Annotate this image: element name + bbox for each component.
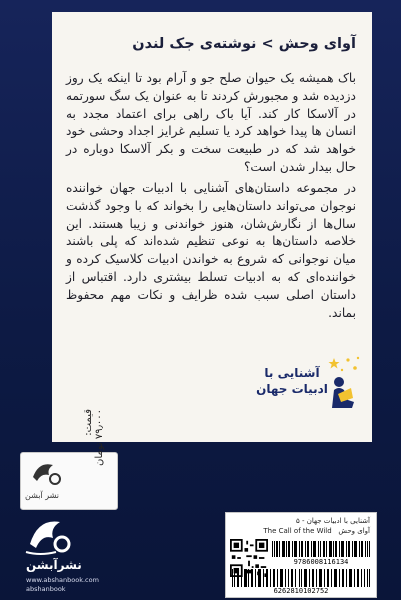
- series-logo-line2: ادبیات جهان: [256, 382, 328, 396]
- price-text: [83, 409, 131, 466]
- series-logo-line1: آشنایی با: [264, 366, 320, 380]
- price-sticker: [20, 409, 118, 510]
- product-barcode: [232, 569, 370, 587]
- publisher-logo-icon: [27, 457, 67, 489]
- publisher-instagram: abshanbook: [26, 585, 66, 593]
- publisher-name: نشرآبشن: [26, 558, 82, 572]
- reading-child-icon: [324, 352, 364, 412]
- english-title: The Call of the Wild: [263, 527, 332, 535]
- price-value: ۷۹٫۰۰۰ تومان: [94, 409, 105, 466]
- product-barcode-number: 6262810102752: [273, 587, 329, 595]
- isbn-barcode: [272, 541, 370, 557]
- publisher-block: [20, 512, 140, 596]
- isbn-number: 9786008116134: [293, 558, 349, 566]
- synopsis-paragraph: باک همیشه یک حیوان صلح جو و آرام بود تا اینکه یک روز دزدیده شد و مجبورش کردند تا به عنوان یک سگ سورتمه در آلاسکا کار کند. آیا باک راهی برای اعتماد مجدد به انسان ها پیدا خواهد کرد یا تسلیم غرایز اجداد وحشی خود خواهد شد که در طبیعت سخت و بکر آلاسکا دوباره در حال بیدار شدن است؟: [66, 71, 356, 174]
- price-sticker-publisher: نشر آبشن: [25, 491, 59, 500]
- series-description-paragraph: در مجموعه داستان‌های آشنایی با ادبیات جهان خواننده نوجوان می‌تواند داستان‌هایی را بخواند که با وجود گذشت سال‌ها از نگارش‌شان، هنوز خواندنی و زیبا هستند. این خلاصه داستان‌ها به نوعی تنظیم شده‌اند که پلی باشند میان نوجوانی که شروع به خواندن ادبیات کلاسیک کرده و خواننده‌ای که به ادبیات تسلط بیشتری دارد. اقتباس از داستان اصلی سبب شده ظرایف و نکات مهم محفوظ بماند.: [66, 181, 356, 320]
- persian-title: آوای وحش: [338, 527, 370, 535]
- book-title: آوای وحش > نوشته‌ی جک لندن: [132, 36, 356, 52]
- publisher-logo-icon: [20, 512, 80, 558]
- price-label: قیمت:: [83, 409, 94, 436]
- series-line: آشنایی با ادبیات جهان - ۵: [295, 517, 370, 525]
- book-info-box: [225, 512, 377, 598]
- text-panel: [52, 12, 372, 442]
- series-logo: [256, 352, 366, 422]
- publisher-website: www.abshanbook.com: [26, 576, 99, 584]
- book-line: [263, 527, 370, 535]
